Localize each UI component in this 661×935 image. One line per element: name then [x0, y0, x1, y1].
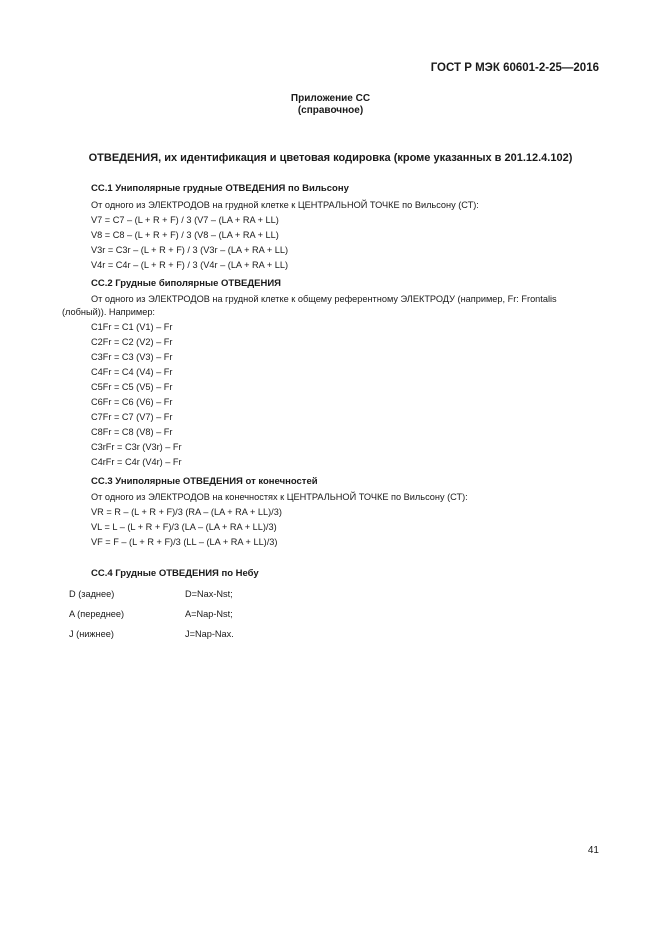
formula-line: C4rFr = C4r (V4r) – Fr — [91, 457, 182, 467]
main-title: ОТВЕДЕНИЯ, их идентификация и цветовая кодировка (кроме указанных в 201.12.4.102) — [88, 152, 573, 164]
formula-line: C3Fr = C3 (V3) – Fr — [91, 352, 173, 362]
lead-name: D (заднее) — [69, 589, 115, 599]
text-line: От одного из ЭЛЕКТРОДОВ на конечностях к ЦЕНТРАЛЬНОЙ ТОЧКЕ по Вильсону (СТ): — [91, 492, 468, 502]
appendix-subtitle: (справочное) — [297, 105, 364, 116]
formula-line: C3rFr = C3r (V3r) – Fr — [91, 442, 182, 452]
formula-line: C5Fr = C5 (V5) – Fr — [91, 382, 173, 392]
section-heading-cc1: СС.1 Униполярные грудные ОТВЕДЕНИЯ по Вильсону — [91, 183, 349, 194]
formula-line: V7 = C7 – (L + R + F) / 3 (V7 – (LA + RA + LL) — [91, 215, 279, 225]
formula-line: C8Fr = C8 (V8) – Fr — [91, 427, 173, 437]
formula-line: V4r = C4r – (L + R + F) / 3 (V4r – (LA + RA + LL) — [91, 260, 289, 270]
lead-name: A (переднее) — [69, 609, 125, 619]
formula-line: C2Fr = C2 (V2) – Fr — [91, 337, 173, 347]
lead-formula: D=Nax-Nst; — [185, 589, 233, 599]
formula-line: C7Fr = C7 (V7) – Fr — [91, 412, 173, 422]
formula-line: VL = L – (L + R + F)/3 (LA – (LA + RA + LL)/3) — [91, 522, 277, 532]
formula-line: VR = R – (L + R + F)/3 (RA – (LA + RA + LL)/3) — [91, 507, 282, 517]
text-line: От одного из ЭЛЕКТРОДОВ на грудной клетке к общему референтному ЭЛЕКТРОДУ (например, Fr: Frontalis — [91, 294, 557, 304]
lead-formula: J=Nap-Nax. — [185, 629, 234, 639]
lead-formula: A=Nap-Nst; — [185, 609, 233, 619]
text-line: От одного из ЭЛЕКТРОДОВ на грудной клетке к ЦЕНТРАЛЬНОЙ ТОЧКЕ по Вильсону (СТ): — [91, 200, 479, 210]
formula-line: VF = F – (L + R + F)/3 (LL – (LA + RA + LL)/3) — [91, 537, 278, 547]
page-number: 41 — [587, 845, 599, 856]
lead-name: J (нижнее) — [69, 629, 114, 639]
appendix-title: Приложение СС — [290, 93, 371, 104]
text-line: (лобный)). Например: — [62, 307, 155, 317]
formula-line: V8 = C8 – (L + R + F) / 3 (V8 – (LA + RA + LL) — [91, 230, 279, 240]
formula-line: V3r = C3r – (L + R + F) / 3 (V3r – (LA + RA + LL) — [91, 245, 289, 255]
formula-line: C1Fr = C1 (V1) – Fr — [91, 322, 173, 332]
section-heading-cc2: СС.2 Грудные биполярные ОТВЕДЕНИЯ — [91, 278, 282, 289]
section-heading-cc4: СС.4 Грудные ОТВЕДЕНИЯ по Небу — [91, 568, 259, 579]
formula-line: C4Fr = C4 (V4) – Fr — [91, 367, 173, 377]
formula-line: C6Fr = C6 (V6) – Fr — [91, 397, 173, 407]
section-heading-cc3: СС.3 Униполярные ОТВЕДЕНИЯ от конечностей — [91, 476, 318, 487]
document-header: ГОСТ Р МЭК 60601-2-25—2016 — [430, 62, 599, 74]
